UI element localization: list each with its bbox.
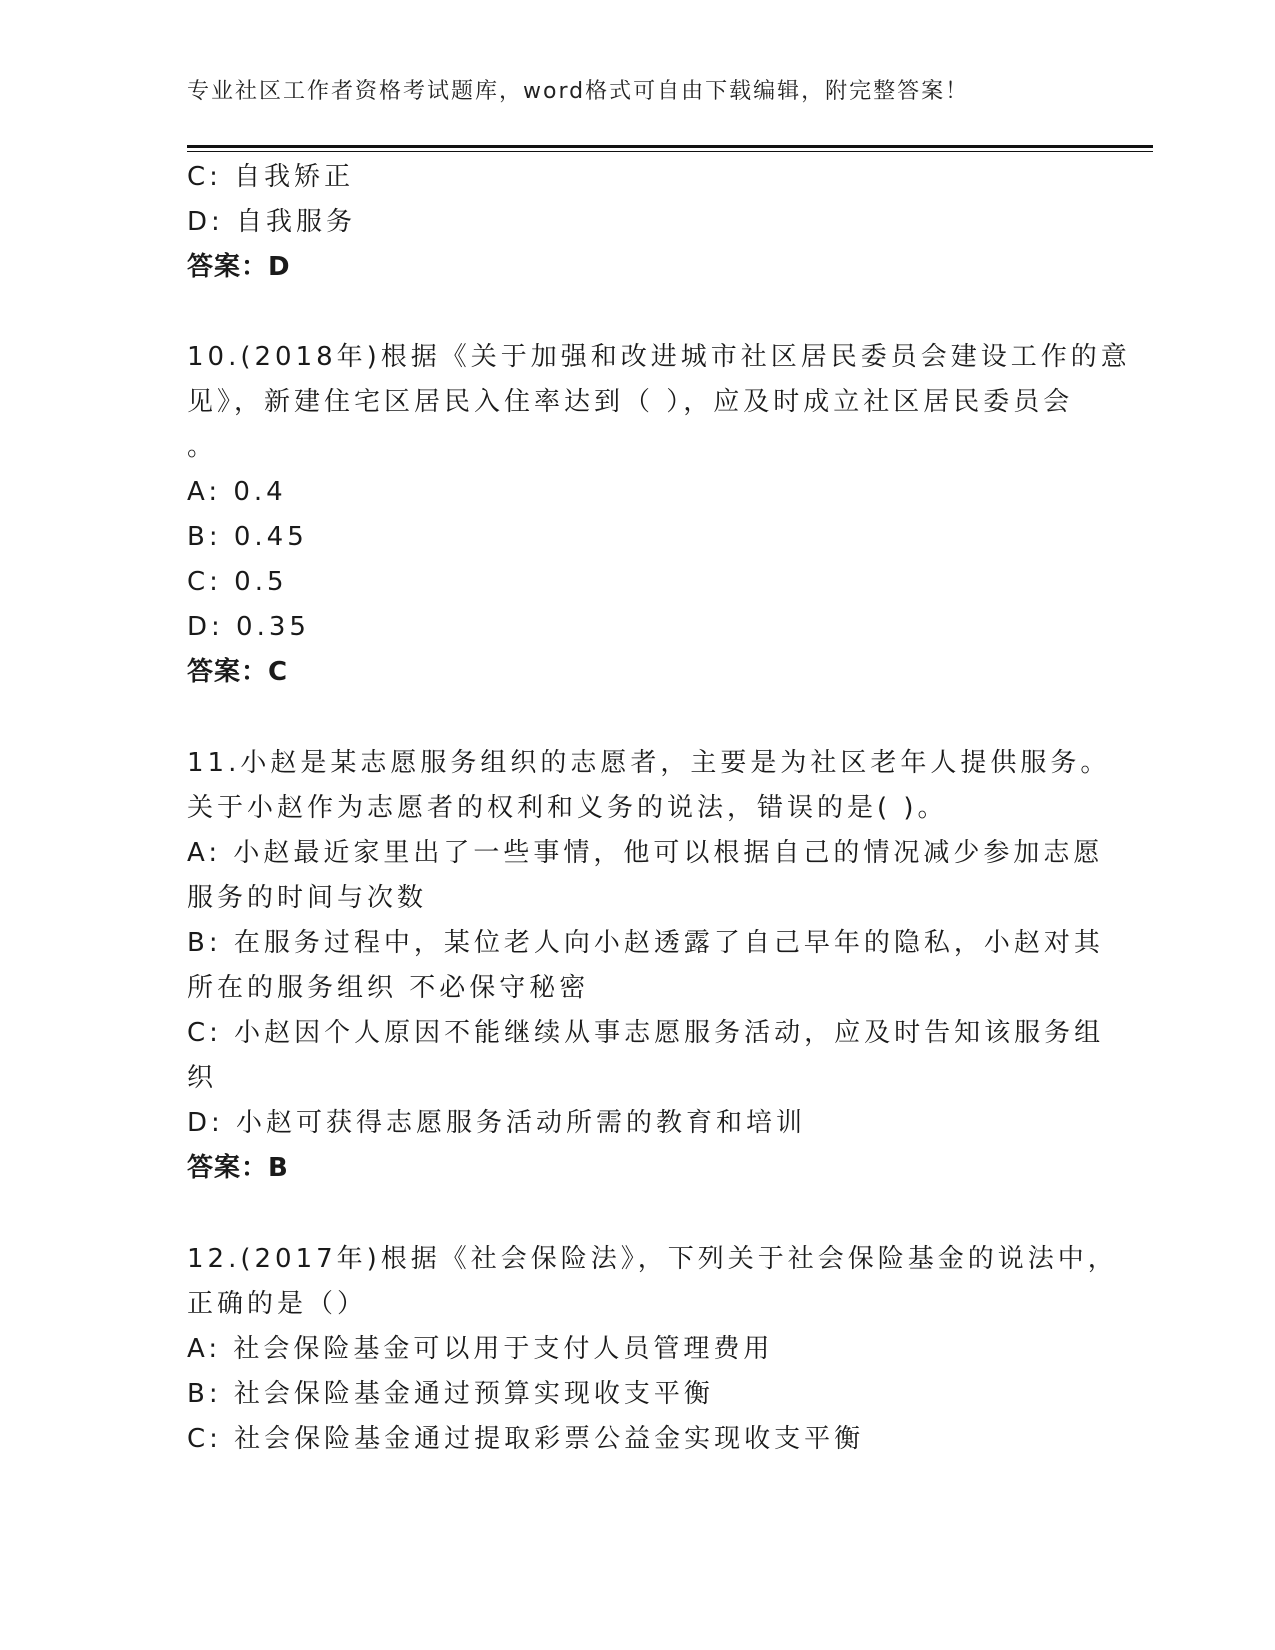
q9-option-c: C: 自我矫正 — [187, 162, 355, 192]
q12-option-b: B: 社会保险基金通过预算实现收支平衡 — [187, 1379, 714, 1409]
q11-option-a-line-1: A: 小赵最近家里出了一些事情，他可以根据自己的情况减少参加志愿 — [187, 838, 1104, 868]
q11-option-b-line-2: 所在的服务组织 不必保守秘密 — [187, 973, 590, 1003]
q10-answer: 答案：C — [187, 657, 289, 687]
q10-option-c: C: 0.5 — [187, 567, 288, 597]
q10-stem-line-3: 。 — [187, 432, 218, 462]
q9-answer: 答案：D — [187, 252, 291, 282]
q11-option-c-line-1: C: 小赵因个人原因不能继续从事志愿服务活动，应及时告知该服务组 — [187, 1018, 1105, 1048]
header-divider — [187, 145, 1153, 152]
q11-answer: 答案：B — [187, 1153, 289, 1183]
q10-stem-line-2: 见》，新建住宅区居民入住率达到（ ），应及时成立社区居民委员会 — [187, 387, 1074, 417]
q11-option-c-line-2: 织 — [187, 1063, 218, 1093]
q10-option-a: A: 0.4 — [187, 477, 287, 507]
q10-option-d: D: 0.35 — [187, 612, 310, 642]
q10-option-b: B: 0.45 — [187, 522, 308, 552]
q12-stem-line-2: 正确的是（） — [187, 1289, 368, 1319]
q9-option-d: D: 自我服务 — [187, 207, 357, 237]
question-content — [187, 155, 1131, 1462]
q12-option-c: C: 社会保险基金通过提取彩票公益金实现收支平衡 — [187, 1424, 865, 1454]
q10-stem-line-1: 10.(2018年)根据《关于加强和改进城市社区居民委员会建设工作的意 — [187, 342, 1131, 372]
q11-option-a-line-2: 服务的时间与次数 — [187, 883, 428, 913]
q11-stem-line-1: 11.小赵是某志愿服务组织的志愿者，主要是为社区老年人提供服务。 — [187, 748, 1111, 778]
q11-option-b-line-1: B: 在服务过程中，某位老人向小赵透露了自己早年的隐私，小赵对其 — [187, 928, 1104, 958]
q11-stem-line-2: 关于小赵作为志愿者的权利和义务的说法，错误的是( )。 — [187, 793, 948, 823]
q12-stem-line-1: 12.(2017年)根据《社会保险法》，下列关于社会保险基金的说法中， — [187, 1244, 1118, 1274]
q11-option-d: D: 小赵可获得志愿服务活动所需的教育和培训 — [187, 1108, 807, 1138]
q12-option-a: A: 社会保险基金可以用于支付人员管理费用 — [187, 1334, 774, 1364]
page-header: 专业社区工作者资格考试题库，word格式可自由下载编辑，附完整答案！ — [187, 79, 970, 104]
